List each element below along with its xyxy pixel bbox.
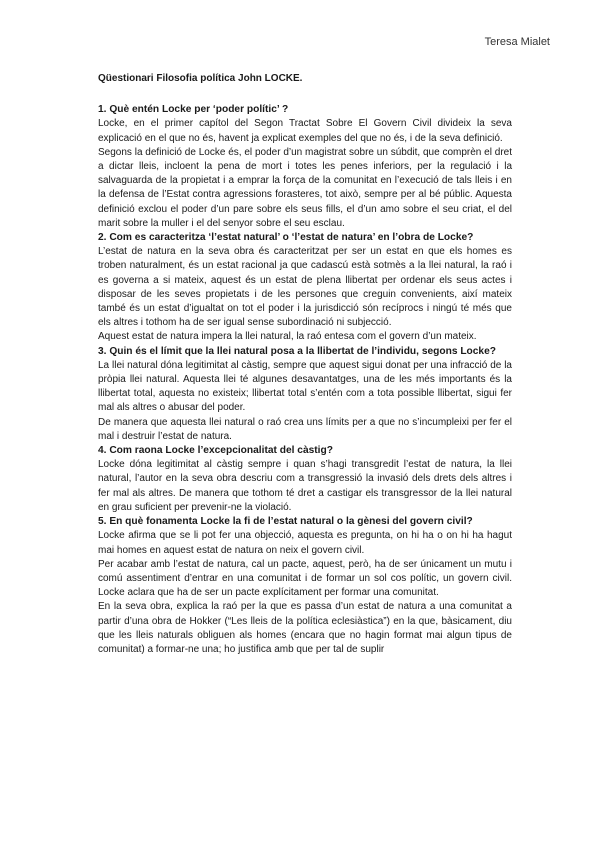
answer-paragraph: Locke, en el primer capítol del Segon Tractat Sobre El Govern Civil divideix la seva explicació en el que no és, havent ja explicat exemples del que no és, i de la seva definició.	[98, 118, 512, 144]
document-body	[98, 72, 512, 657]
question-heading: 3. Quin és el límit que la llei natural posa a la llibertat de l’individu, segons Locke?	[98, 345, 496, 357]
answer-paragraph: Per acabar amb l’estat de natura, cal un pacte, aquest, però, ha de ser únicament un mutu i comú assentiment d’entrar en una comunitat i de formar un sol cos polític, un govern civil. Locke aclara que ha de ser un pacte explícitament per formar una comunitat.	[98, 558, 512, 599]
question-heading: 5. En què fonamenta Locke la fi de l’estat natural o la gènesi del govern civil?	[98, 516, 473, 528]
answer-paragraph: Segons la definició de Locke és, el poder d’un magistrat sobre un súbdit, que comprèn el dret a dictar lleis, incloent la pena de mort i totes les penes inferiors, per la regulació i la salvaguarda de la propietat i a emprar la força de la comunitat en l’execució de tals lleis i en la defensa de l’Estat contra agressions forasteres, tot això, sempre per al bé públic. Aquesta definició exclou el poder d’un pare sobre els seus fills, el d’un amo sobre el seu criat, el del marit sobre la muller i el del senyor sobre el seu esclau.	[98, 146, 512, 229]
answer-paragraph: Locke afirma que se li pot fer una objecció, aquesta es pregunta, on hi ha o on hi ha hagut mai homes en aquest estat de natura on neix el govern civil.	[98, 530, 512, 556]
document-title: Qüestionari Filosofia política John LOCKE.	[98, 73, 303, 84]
question-heading: 2. Com es caracteritza ‘l’estat natural’ o ‘l’estat de natura’ en l’obra de Locke?	[98, 232, 474, 244]
answer-paragraph: L’estat de natura en la seva obra és caracteritzat per ser un estat en que els homes es troben naturalment, és un estat racional ja que cadascú està sotmès a la llei natural, la raó i es governa a si mateix, aquest és un estat de plena llibertat per ordenar els seus actes i disposar de les seves propietats i de les persones que creguin convenients, així mateix també és un estat d’igualtat on tot el poder i la jurisdicció són recíprocs i ningú té més que els altres i tothom ha de ser igual sense subordinació ni subjecció.	[98, 246, 512, 329]
section-1	[98, 103, 512, 231]
answer-paragraph: Aquest estat de natura impera la llei natural, la raó entesa com el govern d’un mateix.	[98, 331, 477, 343]
author-name: Teresa Mialet	[484, 36, 550, 48]
answer-paragraph: De manera que aquesta llei natural o raó crea uns límits per a que no s’incumpleixi per fer el mal i destruir l’estat de natura.	[98, 416, 512, 442]
answer-paragraph: Locke dóna legitimitat al càstig sempre i quan s’hagi transgredit l’estat de natura, la llei natural, l’autor en la seva obra descriu com a transgressió la invasió dels drets dels altres i fer mal als altres. De manera que tothom té dret a castigar els transgressor de la llei natural en grau suficient per prevenir-ne la violació.	[98, 459, 512, 513]
question-heading: 4. Com raona Locke l’excepcionalitat del càstig?	[98, 445, 333, 457]
section-5	[98, 515, 512, 657]
answer-paragraph: La llei natural dóna legitimitat al càstig, sempre que aquest sigui donat per una infracció de la pròpia llei natural. Aquesta llei té algunes desavantatges, una de les més importants és la llibertat total, aquesta no existeix; llibertat total s’entén com a tota possible llibertat, sigui fer mal als altres o abusar del poder.	[98, 359, 512, 414]
section-4	[98, 444, 512, 515]
section-2	[98, 231, 512, 345]
question-heading: 1. Què entén Locke per ‘poder polític’ ?	[98, 104, 289, 116]
section-3	[98, 345, 512, 444]
answer-paragraph: En la seva obra, explica la raó per la que es passa d’un estat de natura a una comunitat a partir d’una obra de Hokker (“Les lleis de la política eclesiàstica”) en la que, bàsicament, diu que les lleis naturals obliguen als homes (encara que no hagin format mai algun tipus de comunitat) a formar-ne una; ho justifica amb que per tal de suplir	[98, 601, 512, 655]
